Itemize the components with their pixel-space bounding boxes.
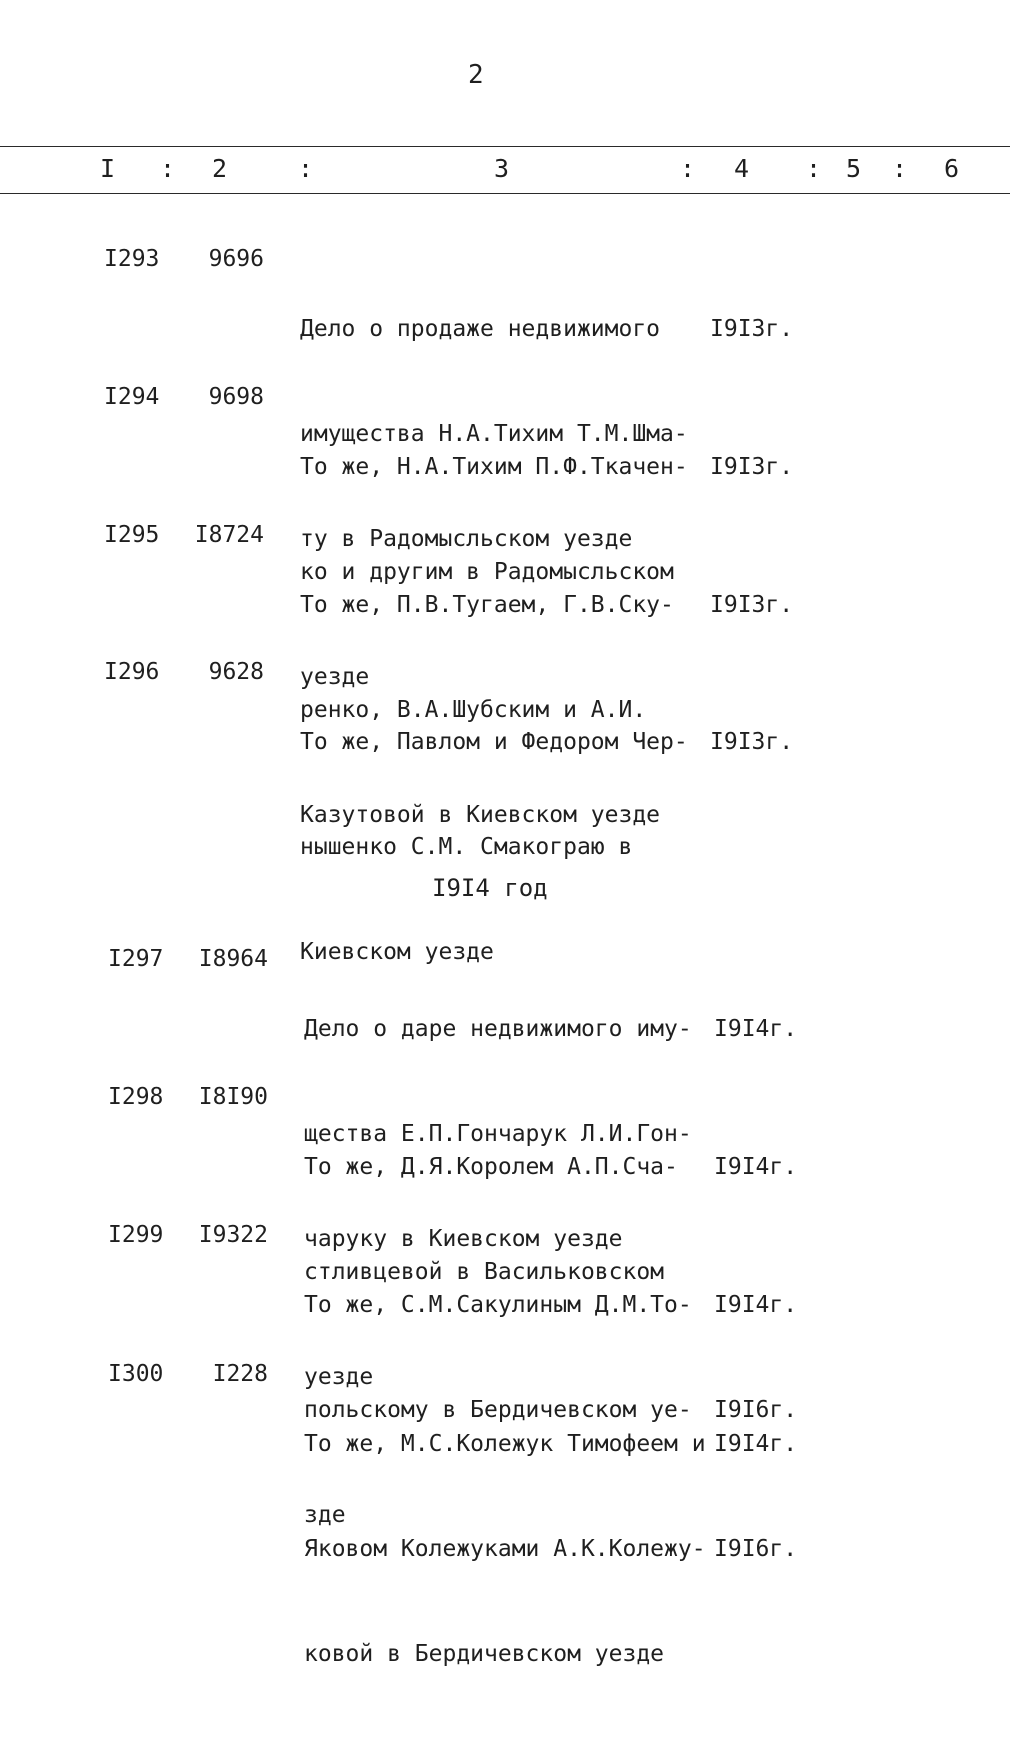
description-line: Казутовой в Киевском уезде	[300, 802, 661, 828]
page-number: 2	[468, 60, 484, 90]
column-separator: :	[298, 154, 314, 183]
column-header-3: 3	[494, 154, 510, 183]
entry-date: I9I3г.	[710, 316, 794, 342]
fund-number: I228	[212, 1361, 268, 1387]
entry-number: I294	[104, 384, 160, 410]
description-line: щества Е.П.Гончарук Л.И.Гон-	[304, 1121, 692, 1147]
entry-date: I9I4г.	[714, 1292, 798, 1318]
entry-number: I298	[108, 1084, 164, 1110]
description-line: Киевском уезде	[300, 939, 494, 965]
description-line: Яковом Колежуками А.К.Колежу-	[304, 1536, 706, 1562]
description-line: уезде	[300, 664, 370, 690]
description-line: ко и другим в Радомысльском	[300, 559, 674, 585]
entry-number: I295	[104, 522, 160, 548]
description-line: польскому в Бердичевском уе-	[304, 1397, 692, 1423]
description-line: ту в Радомысльском уезде	[300, 526, 633, 552]
fund-number: I8I90	[198, 1084, 268, 1110]
description-line: То же, Н.А.Тихим П.Ф.Ткачен-	[300, 454, 688, 480]
column-separator: :	[806, 154, 822, 183]
description-line: стливцевой в Васильковском	[304, 1259, 665, 1285]
description-line: То же, М.С.Колежук Тимофеем и	[304, 1431, 706, 1457]
description-line: Дело о даре недвижимого иму-	[304, 1016, 692, 1042]
header-rule-top	[0, 146, 1010, 147]
entry-description	[304, 1357, 714, 1742]
description-line: То же, П.В.Тугаем, Г.В.Ску-	[300, 592, 674, 618]
fund-number: 9698	[208, 384, 264, 410]
fund-number: I9322	[198, 1222, 268, 1248]
column-header-1: I	[100, 154, 116, 183]
fund-number: I8964	[198, 946, 268, 972]
column-header-6: 6	[944, 154, 960, 183]
entry-date: I9I4г.	[714, 1431, 798, 1457]
fund-number: 9696	[208, 246, 264, 272]
description-line: имущества Н.А.Тихим Т.М.Шма-	[300, 421, 688, 447]
description-line: чаруку в Киевском уезде	[304, 1226, 623, 1252]
entry-number: I297	[108, 946, 164, 972]
entry-date: I9I6г.	[714, 1397, 798, 1423]
section-heading: I9I4 год	[432, 874, 548, 902]
fund-number: 9628	[208, 659, 264, 685]
column-separator: :	[160, 154, 176, 183]
column-header-4: 4	[734, 154, 750, 183]
entry-date: I9I6г.	[714, 1536, 798, 1562]
description-line: То же, Д.Я.Королем А.П.Сча-	[304, 1154, 678, 1180]
header-rule-bottom	[0, 193, 1010, 194]
description-line: нышенко С.М. Смакограю в	[300, 834, 633, 860]
column-header-2: 2	[212, 154, 228, 183]
entry-date: I9I3г.	[710, 454, 794, 480]
entry-dates	[714, 1357, 797, 1637]
entry-date: I9I3г.	[710, 729, 794, 755]
entry-number: I300	[108, 1361, 164, 1387]
column-header-5: 5	[846, 154, 862, 183]
description-line: ренко, В.А.Шубским и А.И.	[300, 697, 647, 723]
column-separator: :	[680, 154, 696, 183]
entry-number: I293	[104, 246, 160, 272]
entry-number: I299	[108, 1222, 164, 1248]
description-line: То же, Павлом и Федором Чер-	[300, 729, 688, 755]
fund-number: I8724	[194, 522, 264, 548]
entry-date: I9I4г.	[714, 1016, 798, 1042]
description-line: уезде	[304, 1364, 374, 1390]
column-separator: :	[892, 154, 908, 183]
description-line: зде	[304, 1502, 346, 1528]
entry-number: I296	[104, 659, 160, 685]
entry-date: I9I3г.	[710, 592, 794, 618]
entry-date: I9I4г.	[714, 1154, 798, 1180]
description-line: ковой в Бердичевском уезде	[304, 1641, 665, 1667]
entry-dates	[710, 655, 793, 830]
description-line: Дело о продаже недвижимого	[300, 316, 661, 342]
description-line: То же, С.М.Сакулиным Д.М.То-	[304, 1292, 692, 1318]
